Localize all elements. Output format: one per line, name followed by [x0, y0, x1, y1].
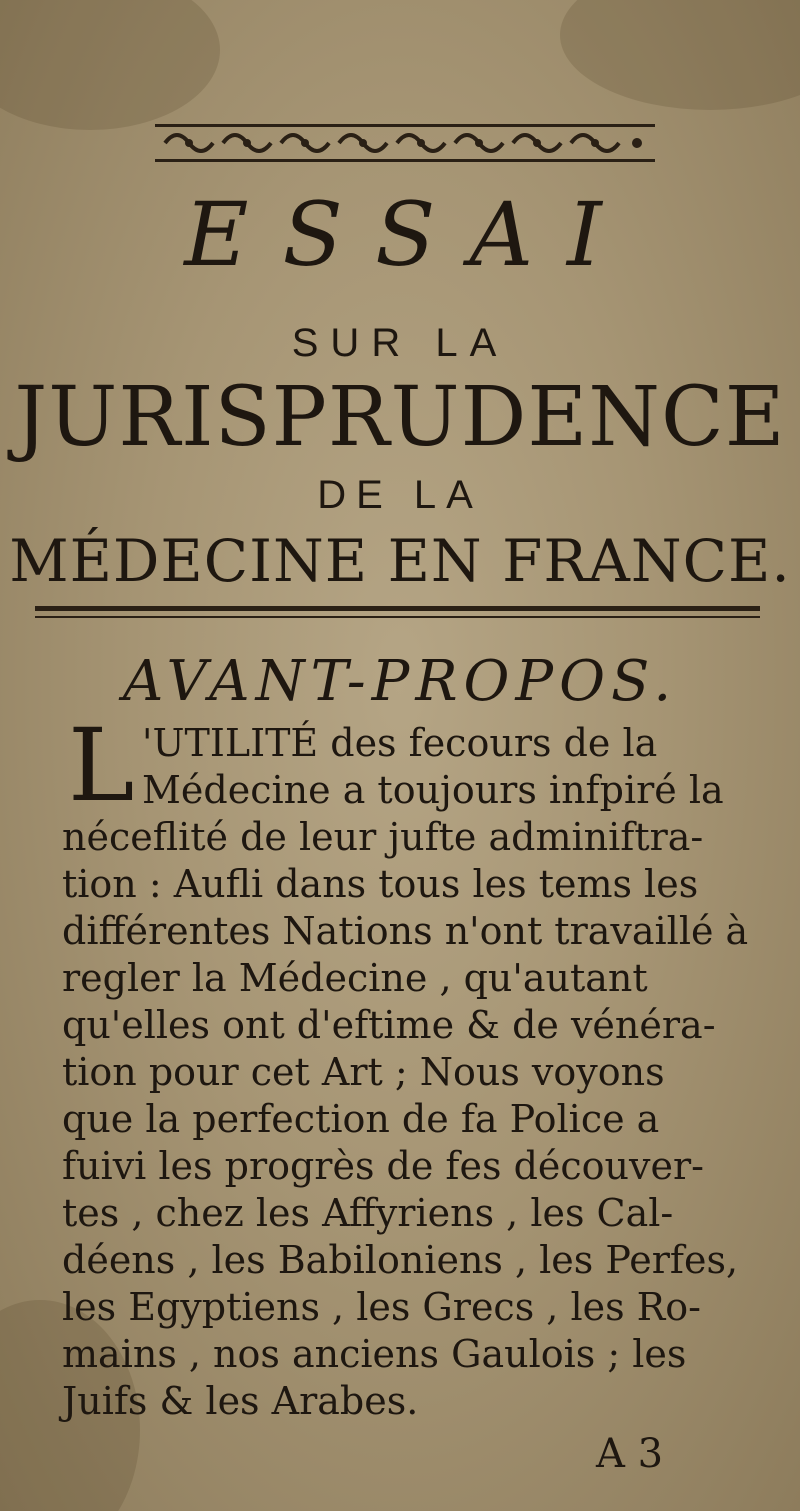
drop-cap: L [68, 707, 135, 824]
body-line: tion : Aufli dans tous les tems les [62, 862, 699, 906]
title-essai: ESSAI [184, 183, 636, 286]
body-line: déens , les Babiloniens , les Perfes, [62, 1238, 739, 1282]
title-de-la: DE LA [317, 473, 483, 517]
body-line: Juifs & les Arabes. [62, 1379, 419, 1423]
body-line: tion pour cet Art ; Nous voyons [62, 1050, 665, 1094]
body-line: différentes Nations n'ont travaillé à [62, 909, 749, 953]
decorative-ornament-band [155, 120, 655, 166]
title-sur-la: SUR LA [291, 321, 509, 365]
paper-stain [0, 0, 220, 130]
title-medecine-en-france: MÉDECINE EN FRANCE. [9, 527, 791, 595]
body-line: regler la Médecine , qu'autant [62, 956, 648, 1000]
signature-mark: A 3 [596, 1431, 664, 1477]
body-line: que la perfection de fa Police a [62, 1097, 660, 1141]
body-line: 'UTILITÉ des fecours de la [142, 721, 658, 765]
double-rule-thin [35, 616, 760, 618]
body-line: Médecine a toujours infpiré la [142, 768, 724, 812]
body-line: les Egyptiens , les Grecs , les Ro- [62, 1285, 702, 1329]
body-line: fuivi les progrès de fes découver- [62, 1144, 704, 1188]
body-line: tes , chez les Affyriens , les Cal- [62, 1191, 674, 1235]
title-jurisprudence: JURISPRUDENCE [14, 370, 786, 465]
section-heading: AVANT-PROPOS. [122, 649, 678, 714]
body-line: néceflité de leur jufte adminiftra- [62, 815, 704, 859]
body-line: qu'elles ont d'eftime & de vénéra- [62, 1003, 716, 1047]
body-line: mains , nos anciens Gaulois ; les [62, 1332, 687, 1376]
double-rule-thick [35, 606, 760, 611]
paper-stain [560, 0, 800, 110]
